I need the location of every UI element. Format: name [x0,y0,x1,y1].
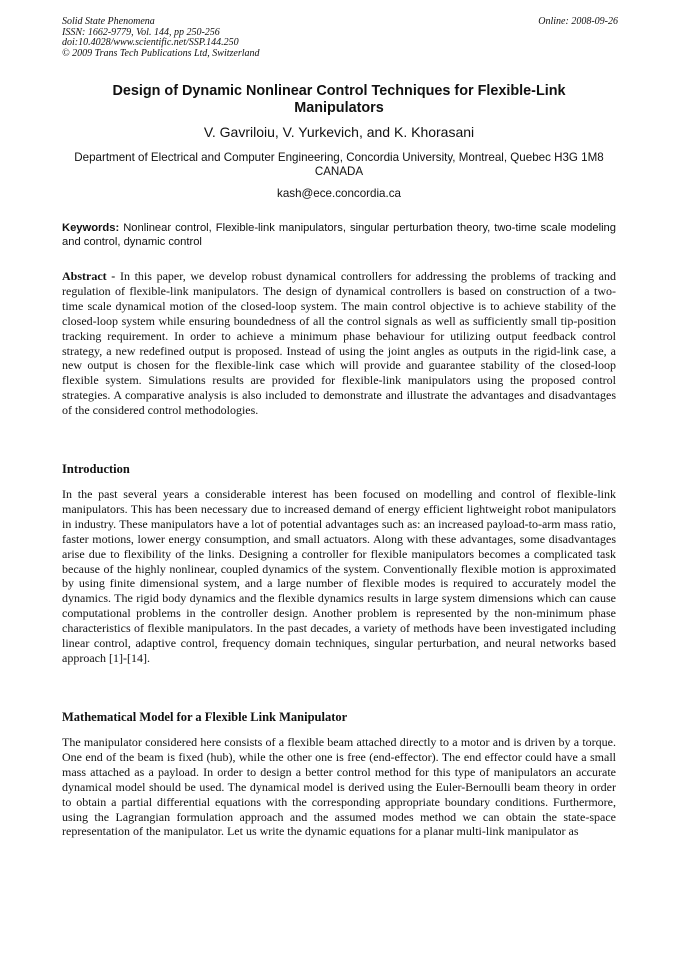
abstract-text: In this paper, we develop robust dynamical controllers for addressing the problems of tracking and regulation of flexible-link manipulators. The design of dynamical controllers is based on construction of a two-time scale dynamical motion of the closed-loop system. The main control objective is to achieve stability of the closed-loop system while ensuring boundedness of all the control signals as well as sufficiently small tip-position tracking requirement. In order to achieve a minimum phase behaviour for utilizing output feedback control strategy, a new redefined output is proposed. Instead of using the joint angles as outputs in the rigid-link case, a new output is chosen for the flexible-link case which will provide and guarantee stability of the closed-loop flexible system. Simulations results are provided for flexible-link manipulators using the proposed control strategies. A comparative analysis is also included to demonstrate and illustrate the advantages and disadvantages of the considered control methodologies. [62,269,616,418]
keywords-label: Keywords: [62,222,120,234]
paper-title: Design of Dynamic Nonlinear Control Techniques for Flexible-Link Manipulators [112,83,566,116]
online-date: Online: 2008-09-26 [538,16,618,27]
introduction-text: In the past several years a considerable interest has been focused on modelling and control of flexible-link manipulators. This has been necessary due to increased demand of energy efficient lightweight robot manipulators in industry. These manipulators have a lot of potential advantages such as: an increased payload-to-arm mass ratio, faster motions, lower energy consumption, and small actuators. Along with these advantages, some disadvantages arise due to flexibility of the links. Designing a controller for flexible manipulators becomes a complicated task because of the highly nonlinear, coupled dynamics of the system. Conventionally flexible motion is approximated by using finite dimensional system, and a large number of flexible modes is required to accurately model the dynamics. The rigid body dynamics and the flexible dynamics results in large system dimensions which can cause computational problems in the controller design. Another problem is represented by the non-minimum phase characteristics of flexible manipulators. In the past decades, a variety of methods have been investigated including linear control, adaptive control, frequency domain techniques, singular perturbation, and neural networks based approach [1]-[14]. [62,487,616,665]
abstract [62,269,616,418]
journal-copyright: © 2009 Trans Tech Publications Ltd, Switzerland [62,47,260,59]
author-affiliation: Department of Electrical and Computer Engineering, Concordia University, Montreal, Quebec H3G 1M8 CANADA [74,151,604,178]
paper-authors: V. Gavriloiu, V. Yurkevich, and K. Khorasani [203,124,475,140]
abstract-label: Abstract - [62,269,116,283]
journal-doi: doi:10.4028/www.scientific.net/SSP.144.250 [62,37,239,49]
section-heading-introduction: Introduction [62,462,130,476]
keywords [62,221,616,249]
author-email: kash@ece.concordia.ca [277,187,401,200]
journal-issn: ISSN: 1662-9779, Vol. 144, pp 250-256 [62,26,220,38]
section-heading-mathematical-model: Mathematical Model for a Flexible Link Manipulator [62,710,348,724]
journal-name: Solid State Phenomena [62,16,155,27]
keywords-text: Nonlinear control, Flexible-link manipulators, singular perturbation theory, two-time scale modeling and control, dynamic control [62,222,616,248]
mathematical-model-text: The manipulator considered here consists of a flexible beam attached directly to a motor and is driven by a torque. One end of the beam is fixed (hub), while the other one is free (end-effector). The end effector could have a small mass attached as a payload. In order to design a better control method for this type of manipulators an accurate dynamical model should be used. The dynamical model is derived using the Euler-Bernoulli beam theory in order to obtain a partial differential equations with the corresponding appropriate boundary conditions. Furthermore, using the Lagrangian formulation approach and the assumed modes method we can obtain the state-space representation of the manipulator. Let us write the dynamic equations for a planar multi-link manipulator as [62,735,616,839]
journal-header [62,17,618,59]
